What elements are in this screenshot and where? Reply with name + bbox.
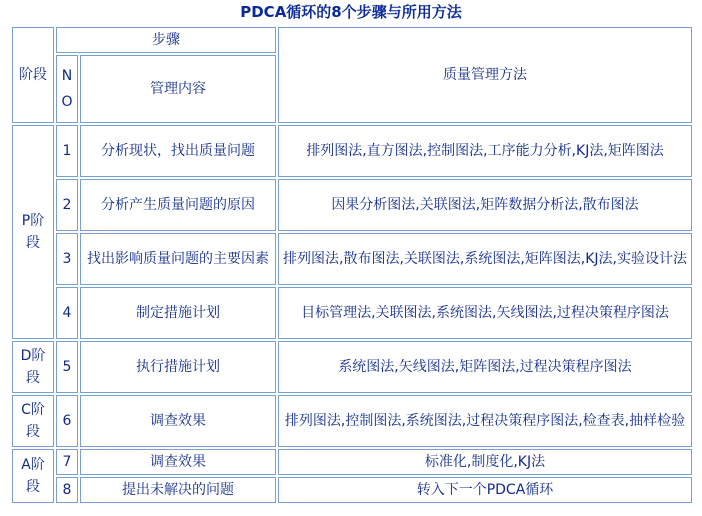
header-stage: 阶段: [12, 27, 54, 123]
step-no: 5: [56, 341, 78, 393]
step-content: 提出未解决的问题: [80, 477, 276, 503]
step-content: 分析产生质量问题的原因: [80, 179, 276, 231]
step-content: 找出影响质量问题的主要因素: [80, 233, 276, 285]
header-content: 管理内容: [80, 55, 276, 123]
step-content: 分析现状，找出质量问题: [80, 125, 276, 177]
stage-d: D阶段: [12, 341, 54, 393]
step-methods: 系统图法,矢线图法,矩阵图法,过程决策程序图法: [278, 341, 692, 393]
step-methods: 因果分析图法,关联图法,矩阵数据分析法,散布图法: [278, 179, 692, 231]
table-row: [12, 395, 692, 447]
header-methods: 质量管理方法: [278, 27, 692, 123]
step-no: 8: [56, 477, 78, 503]
step-no: 3: [56, 233, 78, 285]
step-methods: 标准化,制度化,KJ法: [278, 449, 692, 475]
step-no: 2: [56, 179, 78, 231]
step-no: 6: [56, 395, 78, 447]
step-methods: 排列图法,控制图法,系统图法,过程决策程序图法,检查表,抽样检验: [278, 395, 692, 447]
step-methods: 排列图法,散布图法,关联图法,系统图法,矩阵图法,KJ法,实验设计法: [278, 233, 692, 285]
page-title: PDCA循环的8个步骤与所用方法: [240, 3, 462, 21]
step-methods: 排列图法,直方图法,控制图法,工序能力分析,KJ法,矩阵图法: [278, 125, 692, 177]
stage-p: P阶段: [12, 125, 54, 339]
step-content: 执行措施计划: [80, 341, 276, 393]
stage-a: A阶段: [12, 449, 54, 503]
header-steps: 步骤: [56, 27, 276, 53]
table-row: [12, 449, 692, 475]
table-row: [12, 341, 692, 393]
step-methods: 目标管理法,关联图法,系统图法,矢线图法,过程决策程序图法: [278, 287, 692, 339]
header-no-text: NO: [61, 68, 73, 110]
header-no: [56, 55, 78, 123]
step-content: 调查效果: [80, 449, 276, 475]
step-methods: 转入下一个PDCA循环: [278, 477, 692, 503]
table-row: [12, 125, 692, 177]
step-content: 制定措施计划: [80, 287, 276, 339]
table-row: [12, 477, 692, 503]
step-no: 7: [56, 449, 78, 475]
step-no: 1: [56, 125, 78, 177]
table-row: [12, 179, 692, 231]
stage-c: C阶段: [12, 395, 54, 447]
step-no: 4: [56, 287, 78, 339]
pdca-table: [10, 25, 694, 505]
step-content: 调查效果: [80, 395, 276, 447]
table-row: [12, 287, 692, 339]
header-row-1: [12, 27, 692, 53]
table-row: [12, 233, 692, 285]
